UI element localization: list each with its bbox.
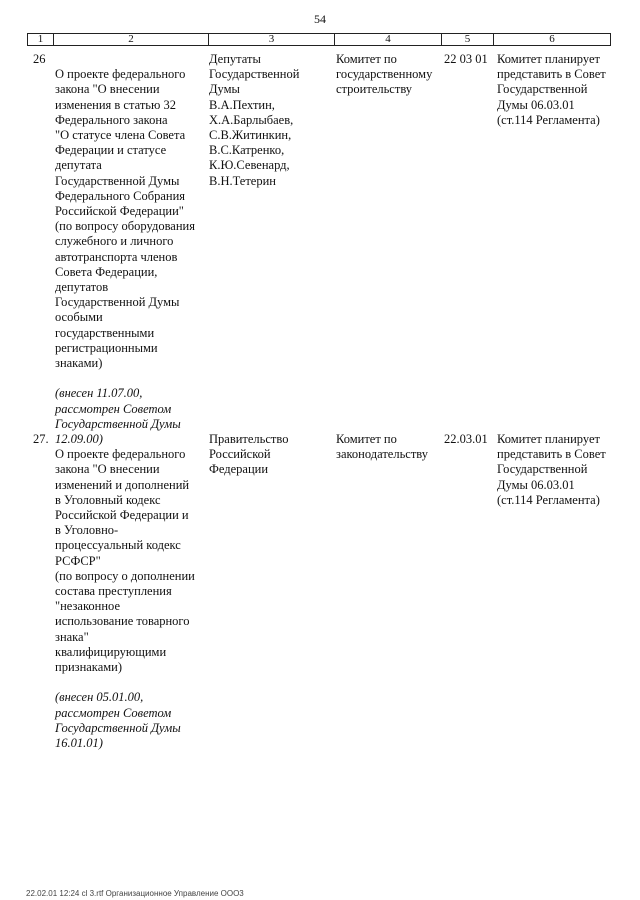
page-footer: 22.02.01 12:24 cl 3.rtf Организационное Управление ООО3 bbox=[26, 889, 244, 898]
plan: Комитет планирует представить в Совет Государственной Думы 06.03.01 (ст.114 Регламента) bbox=[497, 52, 606, 127]
column-header-4: 4 bbox=[335, 34, 442, 45]
column-header-row bbox=[27, 33, 611, 46]
column-header-1: 1 bbox=[28, 34, 54, 45]
column-header-5: 5 bbox=[442, 34, 494, 45]
bill-title bbox=[55, 52, 205, 462]
row-number: 27. bbox=[33, 432, 49, 446]
bill-title-text: О проекте федерального закона "О внесении изменений и дополнений в Уголовный кодекс Российской Федерации и в Уголовно- процессуальный кодекс РСФСР" (по вопросу о дополнении состава преступления "незаконное использование товарного знака" квалифицирующими признаками) bbox=[55, 447, 195, 675]
page-number: 54 bbox=[314, 12, 326, 26]
bill-title bbox=[55, 432, 205, 766]
bill-author: Правительство Российской Федерации bbox=[209, 432, 289, 477]
column-header-3: 3 bbox=[209, 34, 335, 45]
bill-note: (внесен 11.07.00, рассмотрен Советом Государственной Думы 12.09.00) bbox=[55, 386, 181, 447]
plan: Комитет планирует представить в Совет Государственной Думы 06.03.01 (ст.114 Регламента) bbox=[497, 432, 606, 507]
bill-title-text: О проекте федерального закона "О внесении изменения в статью 32 Федерального закона "О статусе члена Совета Федерации и статусе депутата Государственной Думы Федерального Собрания Российской Федерации" (по вопросу оборудования служебного и личного автотранспорта членов Совета Федерации, депутатов Государственной Думы особыми государственными регистрационными знаками) bbox=[55, 67, 195, 371]
bill-note: (внесен 05.01.00, рассмотрен Советом Государственной Думы 16.01.01) bbox=[55, 690, 181, 751]
date: 22 03 01 bbox=[444, 52, 488, 66]
date: 22.03.01 bbox=[444, 432, 488, 446]
committee: Комитет по законодательству bbox=[336, 432, 429, 462]
committee: Комитет по государственному строительству bbox=[336, 52, 433, 97]
column-header-6: 6 bbox=[549, 33, 555, 45]
row-number: 26 bbox=[33, 52, 46, 66]
bill-author: Депутаты Государственной Думы В.А.Пехтин, Х.А.Барлыбаев, С.В.Житинкин, В.С.Катренко, К.Ю.Севенард, В.Н.Тетерин bbox=[209, 52, 300, 188]
column-header-2: 2 bbox=[54, 34, 209, 45]
